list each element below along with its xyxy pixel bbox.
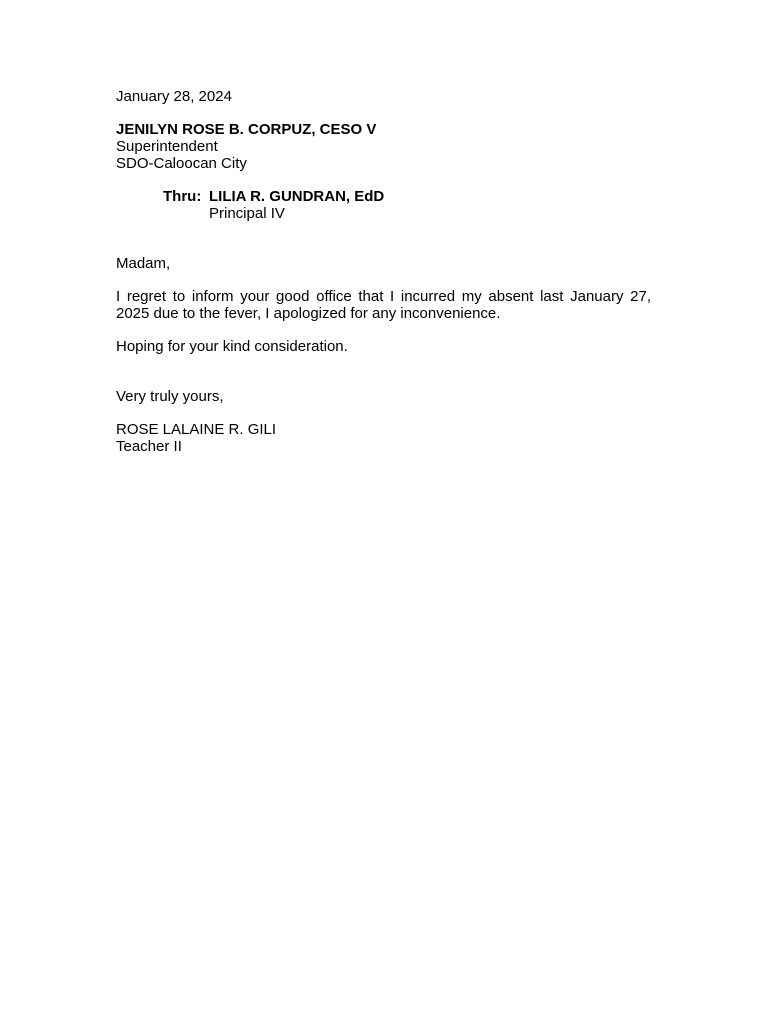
thru-block (163, 188, 651, 222)
recipient-block (116, 121, 651, 172)
body-paragraph: I regret to inform your good office that I incurred my absent last January 27, 2025 due to the fever, I apologized for any inconvenience. (116, 288, 651, 322)
salutation: Madam, (116, 255, 171, 272)
complimentary-close: Very truly yours, (116, 388, 224, 405)
recipient-title: Superintendent (116, 138, 218, 155)
thru-name: LILIA R. GUNDRAN, EdD (209, 188, 385, 205)
thru-details (209, 188, 384, 222)
signer-title: Teacher II (116, 438, 182, 455)
signature-block (116, 421, 651, 455)
letter-date: January 28, 2024 (116, 88, 232, 105)
recipient-name: JENILYN ROSE B. CORPUZ, CESO V (116, 121, 377, 138)
thru-title: Principal IV (209, 205, 285, 222)
thru-label: Thru: (163, 188, 202, 205)
letter-content (116, 88, 651, 455)
closing-paragraph: Hoping for your kind consideration. (116, 338, 348, 355)
signer-name: ROSE LALAINE R. GILI (116, 421, 277, 438)
recipient-office: SDO-Caloocan City (116, 155, 247, 172)
